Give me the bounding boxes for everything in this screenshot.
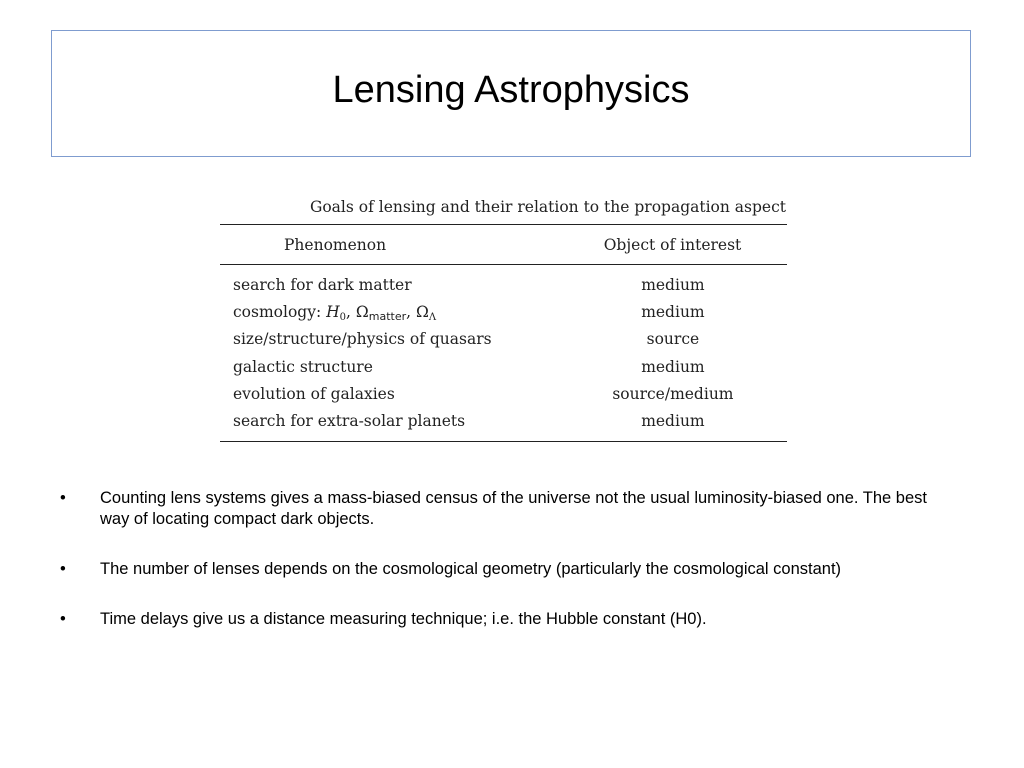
bullet-marker: • (60, 610, 66, 628)
table-row (220, 353, 787, 380)
row-object: source/medium (612, 384, 734, 403)
table-row (220, 407, 787, 434)
table-bottom-rule (220, 441, 787, 442)
row-object: medium (641, 357, 705, 376)
bullet-text: Counting lens systems gives a mass-biased census of the universe not the usual luminosity-biased one. The best way of locating compact dark objects. (100, 489, 927, 528)
row-object: source (646, 330, 700, 349)
row-object: medium (641, 412, 705, 431)
header-phenomenon: Phenomenon (284, 235, 387, 254)
table-row (220, 298, 787, 325)
omega-symbol: Ω (355, 302, 369, 321)
slide-title: Lensing Astrophysics (332, 69, 690, 111)
bullet-text: Time delays give us a distance measuring technique; i.e. the Hubble constant (H0). (100, 610, 707, 628)
bullet-text: The number of lenses depends on the cosmological geometry (particularly the cosmological constant) (100, 560, 842, 578)
list-item (60, 559, 960, 580)
bullet-marker: • (60, 560, 66, 578)
omega-matter-subscript: matter (368, 309, 407, 323)
omega-lambda-subscript: Λ (428, 311, 437, 323)
row-phenomenon: evolution of galaxies (233, 384, 395, 403)
table-row (220, 271, 787, 298)
row-object: medium (641, 275, 705, 294)
table-caption: Goals of lensing and their relation to the propagation aspect (309, 198, 786, 216)
row-object: medium (641, 302, 705, 321)
lensing-goals-table (220, 194, 787, 442)
row-phenomenon: search for dark matter (233, 275, 412, 294)
omega-symbol: Ω (415, 302, 429, 321)
cosmology-prefix: cosmology: (233, 302, 327, 321)
row-phenomenon: galactic structure (233, 357, 373, 376)
hubble-symbol: H (326, 302, 340, 321)
table-row (220, 380, 787, 407)
row-phenomenon-cosmology: cosmology: H0, Ωmatter, ΩΛ (233, 302, 437, 323)
row-phenomenon: search for extra-solar planets (233, 412, 466, 431)
table-row (220, 326, 787, 353)
list-item (60, 609, 960, 630)
bullet-list (60, 488, 960, 659)
header-object-of-interest: Object of interest (603, 235, 742, 254)
table-header-row (220, 225, 787, 264)
title-box (51, 30, 971, 157)
table-body (220, 265, 787, 441)
row-phenomenon: size/structure/physics of quasars (233, 330, 492, 349)
list-item (60, 488, 960, 530)
hubble-subscript: 0 (339, 311, 347, 323)
bullet-marker: • (60, 489, 66, 507)
